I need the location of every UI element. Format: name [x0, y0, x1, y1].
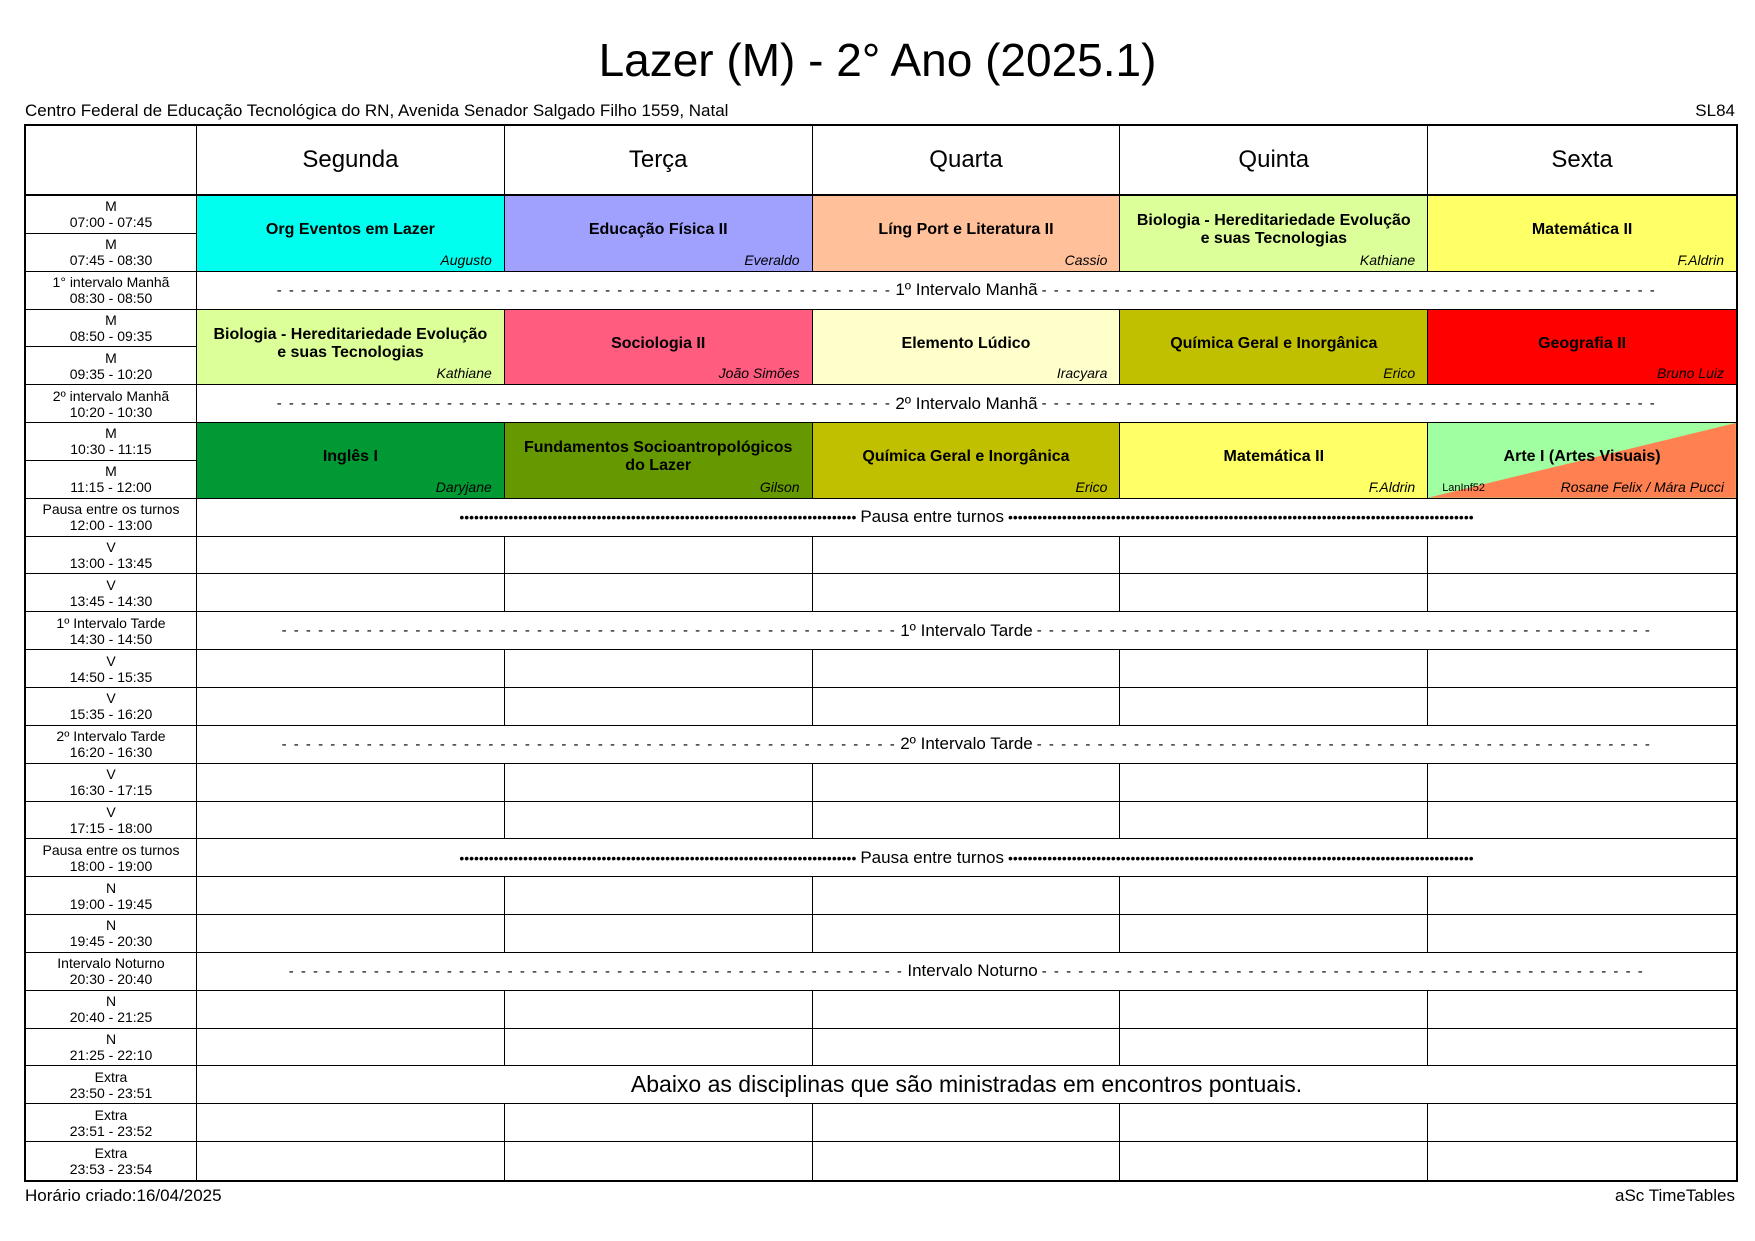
- lesson-teacher: Erico: [1075, 478, 1108, 495]
- period-time: 16:20 - 16:30: [69, 744, 153, 761]
- empty-slot[interactable]: [813, 650, 1121, 688]
- empty-slot[interactable]: [505, 915, 813, 953]
- break-row-pausa-2: [197, 839, 1736, 877]
- empty-slot[interactable]: [1120, 877, 1428, 915]
- school-address: Centro Federal de Educação Tecnológica do RN, Avenida Senador Salgado Filho 1559, Natal: [25, 101, 729, 120]
- dot-fill: •••••••••••••••••••••••••••••••••••••••••••••••••••••••••••••••••••••••••••••••••: [459, 849, 857, 866]
- period-cell: [26, 196, 197, 234]
- period-time: 19:00 - 19:45: [69, 895, 153, 912]
- break-label: 1º Intervalo Manhã: [895, 280, 1038, 300]
- lesson-subject: Matemática II: [1531, 221, 1633, 239]
- lesson-teacher: Rosane Felix / Mára Pucci: [1560, 478, 1724, 495]
- dash-fill: - - - - - - - - - - - - - - - - - - - - - - - - - - - - - - - - - - - - - - - - - - - - - - - - - - -: [1036, 735, 1652, 753]
- lesson-cell[interactable]: [197, 310, 505, 386]
- period-time: 19:45 - 20:30: [69, 933, 153, 950]
- period-cell: [26, 347, 197, 385]
- lesson-cell[interactable]: [505, 423, 813, 499]
- corner-cell: [26, 126, 197, 196]
- empty-slot[interactable]: [1120, 802, 1428, 840]
- period-time: 08:50 - 09:35: [69, 327, 153, 344]
- period-cell: [26, 1029, 197, 1067]
- empty-slot[interactable]: [197, 764, 505, 802]
- empty-slot[interactable]: [1428, 877, 1736, 915]
- timetable-grid: [24, 124, 1738, 1182]
- period-time: 10:30 - 11:15: [70, 441, 152, 458]
- empty-slot[interactable]: [813, 537, 1121, 575]
- empty-slot[interactable]: [505, 1029, 813, 1067]
- empty-slot[interactable]: [813, 688, 1121, 726]
- period-cell: [26, 650, 197, 688]
- lesson-cell[interactable]: [1120, 423, 1428, 499]
- period-time: 14:30 - 14:50: [69, 630, 153, 647]
- dash-fill: - - - - - - - - - - - - - - - - - - - - - - - - - - - - - - - - - - - - - - - - - - - - - - - - - - -: [281, 735, 897, 753]
- empty-slot[interactable]: [505, 688, 813, 726]
- period-cell: [26, 310, 197, 348]
- break-row-pausa-1: [197, 499, 1736, 537]
- period-cell: [26, 385, 197, 423]
- lesson-teacher: F.Aldrin: [1368, 478, 1416, 495]
- extra-notice: Abaixo as disciplinas que são ministradas em encontros pontuais.: [197, 1066, 1736, 1104]
- empty-slot[interactable]: [197, 574, 505, 612]
- period-cell: [26, 953, 197, 991]
- period-time: 13:45 - 14:30: [69, 592, 153, 609]
- break-label: 1º Intervalo Tarde: [900, 620, 1033, 640]
- period-name: N: [105, 879, 117, 896]
- period-name: 2º Intervalo Tarde: [56, 728, 166, 745]
- period-name: N: [105, 1031, 117, 1048]
- lesson-subject: Biologia - Hereditariedade Evolução e suas Tecnologias: [213, 325, 488, 361]
- page-title: Lazer (M) - 2° Ano (2025.1): [598, 34, 1157, 86]
- lesson-cell[interactable]: [813, 423, 1121, 499]
- period-time: 18:00 - 19:00: [69, 857, 153, 874]
- period-cell: [26, 764, 197, 802]
- dash-fill: - - - - - - - - - - - - - - - - - - - - - - - - - - - - - - - - - - - - - - - - - - - - - - - - - - -: [281, 622, 897, 640]
- lesson-teacher: João Simões: [718, 365, 800, 382]
- empty-slot[interactable]: [1428, 688, 1736, 726]
- empty-slot[interactable]: [197, 915, 505, 953]
- empty-slot[interactable]: [505, 537, 813, 575]
- period-name: Pausa entre os turnos: [42, 501, 180, 518]
- lesson-teacher: Iracyara: [1056, 365, 1108, 382]
- dash-fill: - - - - - - - - - - - - - - - - - - - - - - - - - - - - - - - - - - - - - - - - - - - - - - - - - - -: [1041, 395, 1657, 413]
- empty-slot[interactable]: [1120, 688, 1428, 726]
- empty-slot[interactable]: [1428, 1104, 1736, 1142]
- dash-fill: - - - - - - - - - - - - - - - - - - - - - - - - - - - - - - - - - - - - - - - - - - - - - - - - - - -: [288, 962, 904, 980]
- period-name: N: [105, 917, 117, 934]
- lesson-subject: Geografia II: [1538, 334, 1627, 352]
- empty-slot[interactable]: [197, 650, 505, 688]
- period-cell: [26, 499, 197, 537]
- empty-slot[interactable]: [505, 650, 813, 688]
- period-time: 14:50 - 15:35: [69, 668, 153, 685]
- empty-slot[interactable]: [197, 1104, 505, 1142]
- lesson-teacher: Kathiane: [436, 365, 492, 382]
- empty-slot[interactable]: [813, 802, 1121, 840]
- empty-slot[interactable]: [1428, 650, 1736, 688]
- period-name: Pausa entre os turnos: [42, 841, 180, 858]
- period-time: 08:30 - 08:50: [69, 290, 153, 307]
- period-name: Extra: [94, 1145, 128, 1162]
- period-cell: [26, 877, 197, 915]
- empty-slot[interactable]: [813, 1104, 1121, 1142]
- period-cell: [26, 839, 197, 877]
- lesson-subject: Educação Física II: [588, 221, 728, 239]
- period-time: 11:15 - 12:00: [70, 479, 152, 496]
- day-header-sexta: Sexta: [1428, 126, 1736, 196]
- period-name: M: [105, 425, 117, 442]
- empty-slot[interactable]: [197, 1142, 505, 1180]
- period-name: M: [105, 463, 117, 480]
- empty-slot[interactable]: [1428, 1029, 1736, 1067]
- empty-slot[interactable]: [1428, 537, 1736, 575]
- lesson-subject: Sociologia II: [611, 334, 706, 352]
- lesson-subject: Arte I (Artes Visuais): [1503, 448, 1661, 466]
- period-time: 23:53 - 23:54: [69, 1161, 153, 1178]
- period-cell: [26, 272, 197, 310]
- period-cell: [26, 915, 197, 953]
- period-time: 15:35 - 16:20: [69, 706, 153, 723]
- lesson-cell[interactable]: [813, 310, 1121, 386]
- lesson-cell[interactable]: [505, 196, 813, 272]
- lesson-cell[interactable]: [505, 310, 813, 386]
- software-credit: aSc TimeTables: [1615, 1186, 1735, 1205]
- period-cell: [26, 802, 197, 840]
- dash-fill: - - - - - - - - - - - - - - - - - - - - - - - - - - - - - - - - - - - - - - - - - - - - - - - - - - -: [276, 281, 892, 299]
- empty-slot[interactable]: [197, 991, 505, 1029]
- empty-slot[interactable]: [505, 574, 813, 612]
- lesson-cell[interactable]: [1428, 310, 1736, 386]
- lesson-cell[interactable]: [1428, 423, 1736, 499]
- period-time: 09:35 - 10:20: [69, 365, 153, 382]
- dash-fill: - - - - - - - - - - - - - - - - - - - - - - - - - - - - - - - - - - - - - - - - - - - - - - - - - - -: [1036, 622, 1652, 640]
- empty-slot[interactable]: [1120, 537, 1428, 575]
- lesson-teacher: Everaldo: [744, 251, 800, 268]
- lesson-cell[interactable]: [1428, 196, 1736, 272]
- lesson-subject: Química Geral e Inorgânica: [862, 448, 1070, 466]
- empty-slot[interactable]: [505, 1142, 813, 1180]
- empty-slot[interactable]: [1428, 915, 1736, 953]
- period-time: 23:50 - 23:51: [69, 1084, 153, 1101]
- empty-slot[interactable]: [813, 915, 1121, 953]
- break-row-manha-1: [197, 272, 1736, 310]
- period-name: N: [105, 993, 117, 1010]
- empty-slot[interactable]: [197, 688, 505, 726]
- empty-slot[interactable]: [197, 877, 505, 915]
- lesson-teacher: Erico: [1383, 365, 1416, 382]
- empty-slot[interactable]: [505, 764, 813, 802]
- empty-slot[interactable]: [197, 802, 505, 840]
- period-cell: [26, 726, 197, 764]
- lesson-room: LanInf52: [1442, 481, 1486, 494]
- period-time: 12:00 - 13:00: [69, 517, 153, 534]
- dot-fill: •••••••••••••••••••••••••••••••••••••••••••••••••••••••••••••••••••••••••••••••••: [459, 509, 857, 526]
- empty-slot[interactable]: [505, 802, 813, 840]
- period-cell: [26, 537, 197, 575]
- period-name: 2º intervalo Manhã: [52, 387, 170, 404]
- period-name: Extra: [94, 1106, 128, 1123]
- empty-slot[interactable]: [813, 574, 1121, 612]
- empty-slot[interactable]: [813, 877, 1121, 915]
- lesson-subject: Org Eventos em Lazer: [265, 221, 435, 239]
- period-cell: [26, 1142, 197, 1180]
- empty-slot[interactable]: [1120, 764, 1428, 802]
- period-name: M: [105, 236, 117, 253]
- break-label: Pausa entre turnos: [860, 507, 1004, 527]
- lesson-cell[interactable]: [1120, 196, 1428, 272]
- dash-fill: - - - - - - - - - - - - - - - - - - - - - - - - - - - - - - - - - - - - - - - - - - - - - - - - - -: [1041, 962, 1645, 980]
- break-label: 2º Intervalo Tarde: [900, 734, 1033, 754]
- lesson-subject: Fundamentos Socioantropológicos do Lazer: [523, 439, 793, 475]
- empty-slot[interactable]: [505, 877, 813, 915]
- empty-slot[interactable]: [505, 1104, 813, 1142]
- period-time: 13:00 - 13:45: [69, 555, 153, 572]
- lesson-subject: Inglês I: [322, 448, 378, 466]
- empty-slot[interactable]: [1428, 574, 1736, 612]
- break-row-tarde-1: [197, 612, 1736, 650]
- lesson-cell[interactable]: [197, 423, 505, 499]
- period-cell: [26, 234, 197, 272]
- dash-fill: - - - - - - - - - - - - - - - - - - - - - - - - - - - - - - - - - - - - - - - - - - - - - - - - - - -: [1041, 281, 1657, 299]
- period-name: Intervalo Noturno: [57, 955, 165, 972]
- period-name: M: [105, 198, 117, 215]
- empty-slot[interactable]: [1120, 991, 1428, 1029]
- day-header-quarta: Quarta: [813, 126, 1121, 196]
- period-name: V: [106, 576, 116, 593]
- lesson-teacher: Gilson: [759, 478, 800, 495]
- empty-slot[interactable]: [813, 1029, 1121, 1067]
- period-time: 16:30 - 17:15: [69, 782, 153, 799]
- day-header-segunda: Segunda: [197, 126, 505, 196]
- break-label: Pausa entre turnos: [860, 847, 1004, 867]
- period-name: M: [105, 311, 117, 328]
- period-cell: [26, 612, 197, 650]
- period-name: V: [106, 690, 116, 707]
- period-time: 07:00 - 07:45: [69, 214, 153, 231]
- period-time: 20:40 - 21:25: [69, 1009, 153, 1026]
- period-time: 17:15 - 18:00: [69, 819, 153, 836]
- empty-slot[interactable]: [197, 537, 505, 575]
- lesson-teacher: Kathiane: [1359, 251, 1416, 268]
- lesson-subject: Química Geral e Inorgânica: [1170, 334, 1378, 352]
- empty-slot[interactable]: [197, 1029, 505, 1067]
- lesson-cell[interactable]: [1120, 310, 1428, 386]
- empty-slot[interactable]: [813, 1142, 1121, 1180]
- break-row-noturno: [197, 953, 1736, 991]
- empty-slot[interactable]: [1120, 650, 1428, 688]
- dot-fill: •••••••••••••••••••••••••••••••••••••••••••••••••••••••••••••••••••••••••••••••••••••••••••••••: [1008, 849, 1474, 866]
- lesson-teacher: Daryjane: [435, 478, 492, 495]
- lesson-teacher: F.Aldrin: [1677, 251, 1724, 268]
- empty-slot[interactable]: [1428, 764, 1736, 802]
- period-time: 07:45 - 08:30: [69, 252, 153, 269]
- day-header-terca: Terça: [505, 126, 813, 196]
- empty-slot[interactable]: [505, 991, 813, 1029]
- break-row-tarde-2: [197, 726, 1736, 764]
- break-label: Intervalo Noturno: [907, 961, 1038, 981]
- dot-fill: •••••••••••••••••••••••••••••••••••••••••••••••••••••••••••••••••••••••••••••••••••••••••••••••: [1008, 509, 1474, 526]
- empty-slot[interactable]: [1428, 802, 1736, 840]
- empty-slot[interactable]: [1120, 1142, 1428, 1180]
- dash-fill: - - - - - - - - - - - - - - - - - - - - - - - - - - - - - - - - - - - - - - - - - - - - - - - - - - -: [276, 395, 892, 413]
- period-name: V: [106, 652, 116, 669]
- lesson-cell[interactable]: [197, 196, 505, 272]
- lesson-teacher: Cassio: [1064, 251, 1108, 268]
- period-time: 20:30 - 20:40: [69, 971, 153, 988]
- empty-slot[interactable]: [1428, 1142, 1736, 1180]
- period-name: Extra: [94, 1068, 128, 1085]
- period-name: V: [106, 539, 116, 556]
- empty-slot[interactable]: [1120, 574, 1428, 612]
- created-date: Horário criado:16/04/2025: [25, 1186, 222, 1205]
- lesson-cell[interactable]: [813, 196, 1121, 272]
- period-cell: [26, 423, 197, 461]
- empty-slot[interactable]: [813, 991, 1121, 1029]
- empty-slot[interactable]: [813, 764, 1121, 802]
- lesson-teacher: Bruno Luiz: [1657, 365, 1724, 382]
- period-cell: [26, 991, 197, 1029]
- break-label: 2º Intervalo Manhã: [895, 393, 1038, 413]
- lesson-subject: Biologia - Hereditariedade Evolução e suas Tecnologias: [1136, 212, 1411, 248]
- empty-slot[interactable]: [1120, 915, 1428, 953]
- period-cell: [26, 461, 197, 499]
- lesson-teacher: Augusto: [440, 251, 492, 268]
- period-name: 1° intervalo Manhã: [52, 274, 170, 291]
- empty-slot[interactable]: [1428, 991, 1736, 1029]
- period-time: 23:51 - 23:52: [69, 1122, 153, 1139]
- period-time: 10:20 - 10:30: [69, 403, 153, 420]
- empty-slot[interactable]: [1120, 1029, 1428, 1067]
- lesson-subject: Elemento Lúdico: [901, 334, 1031, 352]
- lesson-subject: Matemática II: [1223, 448, 1325, 466]
- period-cell: [26, 574, 197, 612]
- lesson-subject: Líng Port e Literatura II: [878, 221, 1054, 239]
- empty-slot[interactable]: [1120, 1104, 1428, 1142]
- period-name: M: [105, 349, 117, 366]
- period-time: 21:25 - 22:10: [69, 1047, 153, 1064]
- class-code: SL84: [1695, 101, 1735, 120]
- period-name: V: [106, 766, 116, 783]
- period-cell: [26, 1066, 197, 1104]
- period-cell: [26, 1104, 197, 1142]
- period-name: V: [106, 803, 116, 820]
- period-name: 1º Intervalo Tarde: [56, 614, 166, 631]
- break-row-manha-2: [197, 385, 1736, 423]
- day-header-quinta: Quinta: [1120, 126, 1428, 196]
- period-cell: [26, 688, 197, 726]
